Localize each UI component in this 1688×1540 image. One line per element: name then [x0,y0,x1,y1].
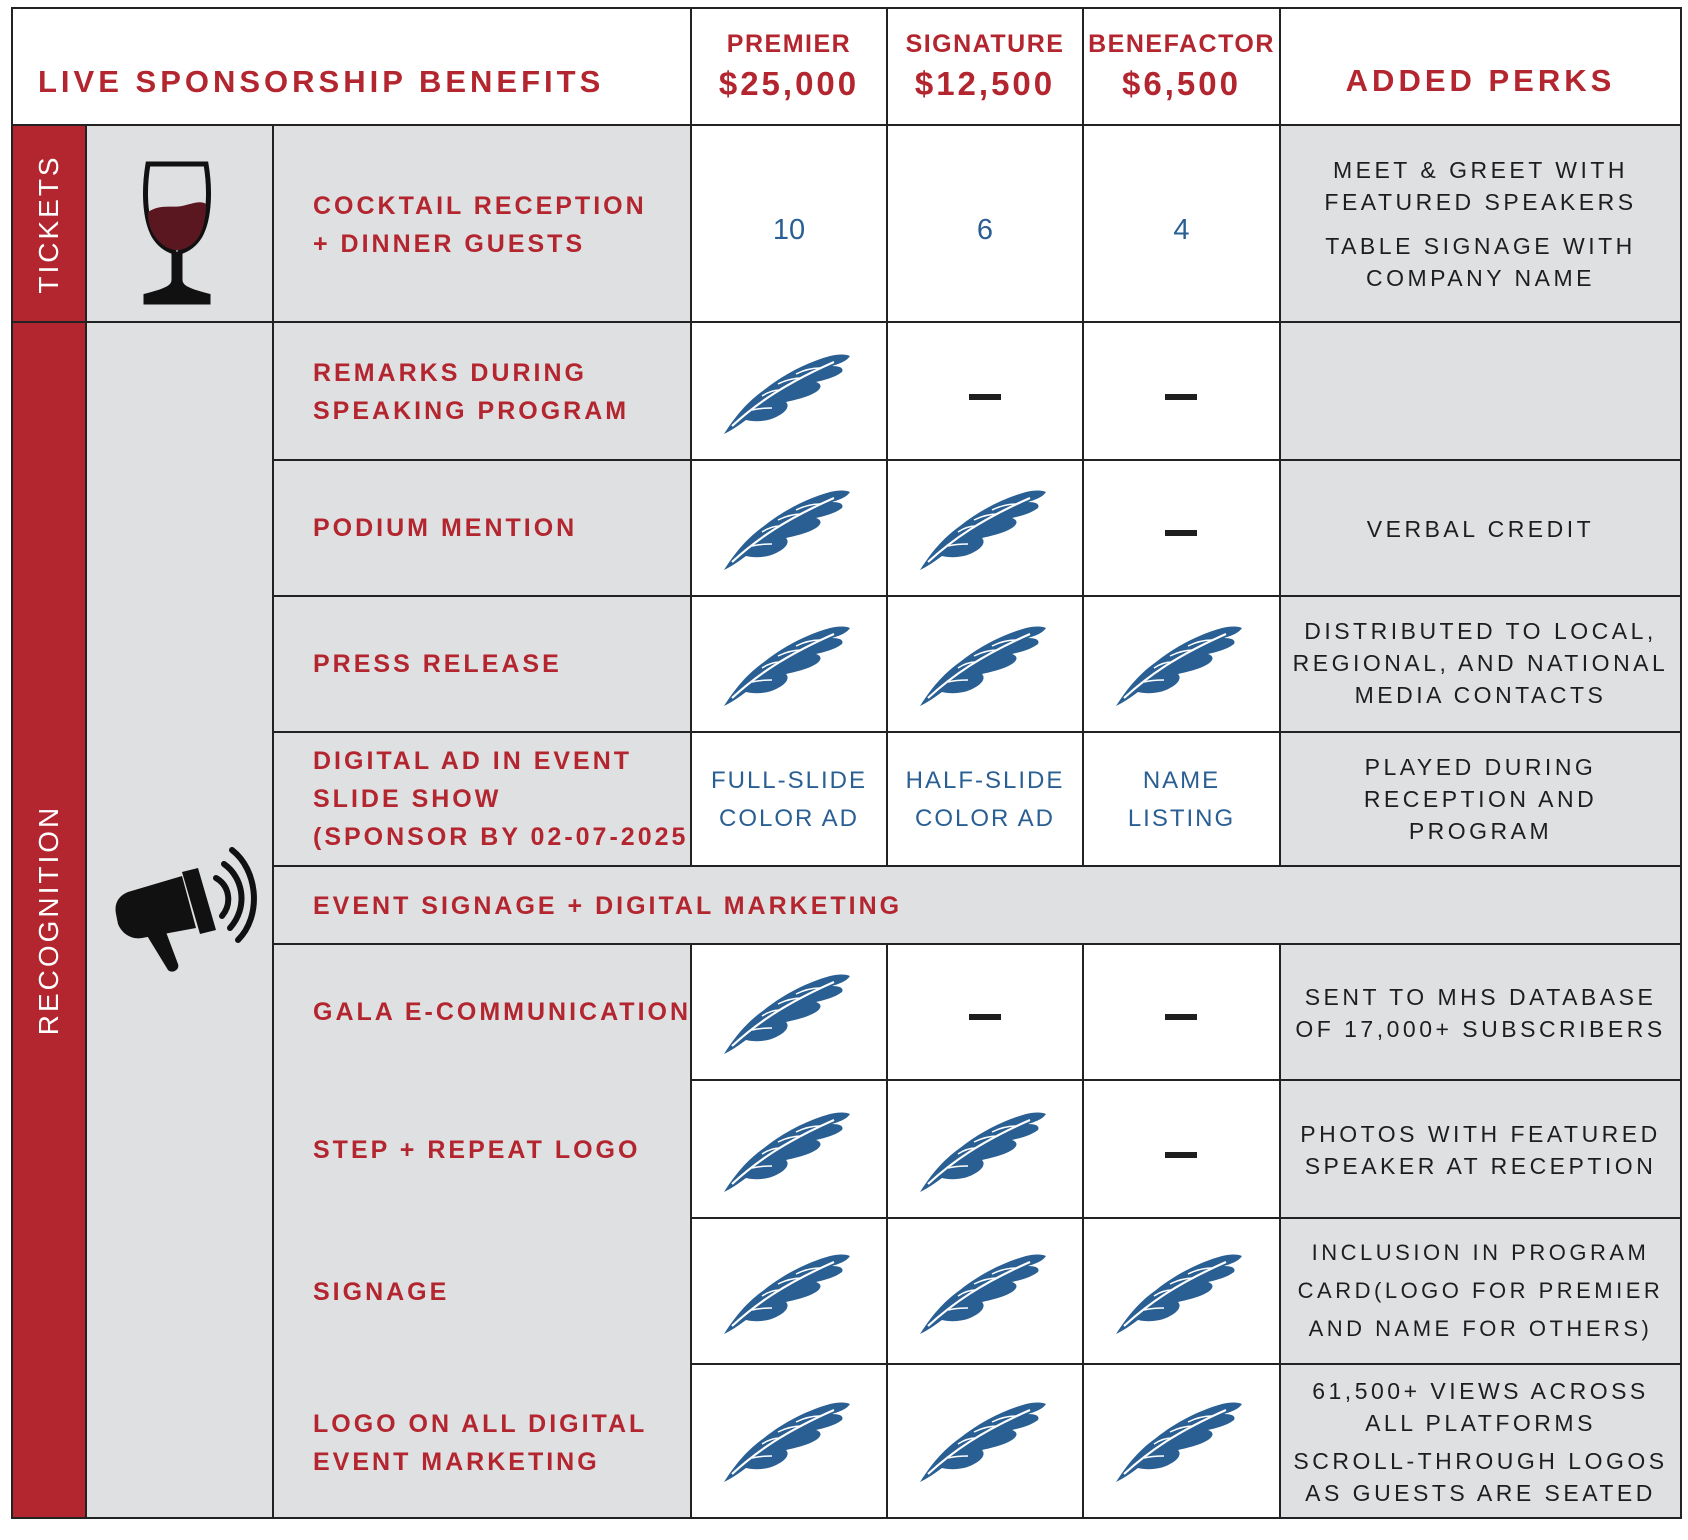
cell-digital-ad-premier: FULL-SLIDE COLOR AD [710,767,868,832]
perks-digital-ad: PLAYED DURING RECEPTION AND PROGRAM [1363,754,1598,844]
row-label-logo-digital: LOGO ON ALL DIGITAL EVENT MARKETING [313,1410,648,1476]
perks-signage: INCLUSION IN PROGRAM CARD(LOGO FOR PREMIER AND NAME FOR OTHERS) [1297,1240,1664,1341]
cell-digital-ad-benefactor: NAME LISTING [1127,767,1236,832]
dash-icon [1165,530,1197,536]
icon-column-background [86,126,273,1518]
cell-cocktail-signature: 6 [976,213,994,246]
tier-price-benefactor: $6,500 [1122,65,1241,102]
feather-icon [918,622,1048,708]
dash-icon [969,394,1001,400]
tier-header-signature [888,30,1082,103]
row-label-digital-ad: DIGITAL AD IN EVENT SLIDE SHOW (SPONSOR BY 02-07-2025 [313,747,689,851]
cell-digital-ad-signature: HALF-SLIDE COLOR AD [905,767,1065,832]
tier-name-benefactor: BENEFACTOR [1088,30,1275,58]
feather-icon [722,486,852,572]
perks-podium: VERBAL CREDIT [1366,516,1595,542]
feather-icon [722,350,852,436]
row-label-step-repeat: STEP + REPEAT LOGO [313,1136,641,1164]
tier-price-signature: $12,500 [914,65,1056,102]
dash-icon [1165,1014,1197,1020]
cell-cocktail-premier: 10 [772,213,806,246]
dash-icon [969,1014,1001,1020]
feather-icon [722,622,852,708]
perks-gala: SENT TO MHS DATABASE OF 17,000+ SUBSCRIBERS [1295,984,1666,1042]
feather-icon [722,1250,852,1336]
dash-icon [1165,1152,1197,1158]
feather-icon [1114,1250,1244,1336]
row-label-signage: SIGNAGE [313,1278,450,1306]
feather-icon [1114,1398,1244,1484]
row-label-podium: PODIUM MENTION [313,514,578,542]
perks-header: ADDED PERKS [1345,63,1616,98]
megaphone-icon [112,842,260,972]
tier-header-premier [692,30,886,103]
section-label-tickets: TICKETS [33,154,64,294]
perks-step-repeat: PHOTOS WITH FEATURED SPEAKER AT RECEPTION [1300,1121,1661,1179]
feather-icon [918,1398,1048,1484]
row-label-press-release: PRESS RELEASE [313,650,562,678]
tier-name-premier: PREMIER [726,30,852,58]
feather-icon [918,1108,1048,1194]
dash-icon [1165,394,1197,400]
wine-glass-icon [142,160,212,306]
feather-icon [918,486,1048,572]
feather-icon [1114,622,1244,708]
feather-icon [722,1398,852,1484]
cell-cocktail-benefactor: 4 [1173,213,1190,246]
feather-icon [722,1108,852,1194]
table-title: LIVE SPONSORSHIP BENEFITS [38,64,605,99]
section-label-recognition: RECOGNITION [33,804,64,1036]
feather-icon [722,970,852,1056]
tier-header-benefactor [1084,30,1279,103]
tier-name-signature: SIGNATURE [905,30,1065,58]
perks-logo-digital: 61,500+ VIEWS ACROSS ALL PLATFORMS SCROLL-THROUGH LOGOS AS GUESTS ARE SEATED [1293,1378,1668,1506]
perks-cocktail: MEET & GREET WITH FEATURED SPEAKERS TABLE SIGNAGE WITH COMPANY NAME [1324,157,1637,291]
row-label-gala: GALA E-COMMUNICATION [313,998,692,1026]
perks-press-release: DISTRIBUTED TO LOCAL, REGIONAL, AND NATIONAL MEDIA CONTACTS [1292,618,1669,708]
tier-price-premier: $25,000 [718,65,860,102]
row-label-event-signage: EVENT SIGNAGE + DIGITAL MARKETING [313,892,903,920]
feather-icon [918,1250,1048,1336]
row-label-remarks: REMARKS DURING SPEAKING PROGRAM [313,359,630,425]
row-label-cocktail-reception: COCKTAIL RECEPTION + DINNER GUESTS [313,192,647,258]
